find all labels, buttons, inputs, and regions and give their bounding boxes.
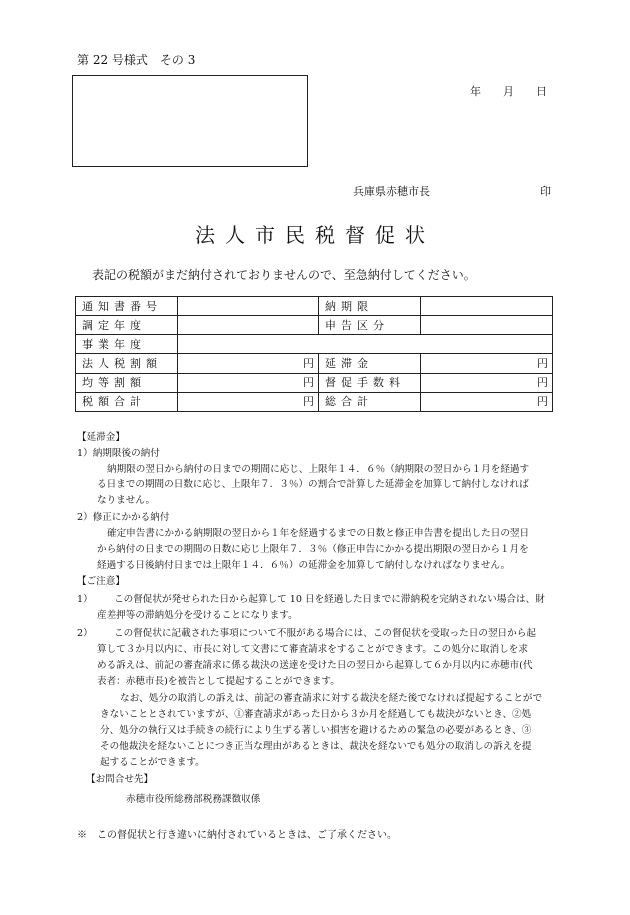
caution-item-2-text: 分、処分の執行又は手続きの続行により生ずる著しい損害を避けるための緊急の必要があるとき、③ xyxy=(100,725,532,736)
dunning-fee-label: 督促手数料 xyxy=(319,373,421,392)
filing-type-label: 申告区分 xyxy=(319,316,421,335)
late-fee-item-1-title: 1）納期限後の納付 xyxy=(77,448,160,459)
table-row xyxy=(76,335,553,354)
issuer-name: 兵庫県赤穂市長 xyxy=(353,185,430,198)
tax-details-table xyxy=(75,296,553,412)
filing-type-value xyxy=(421,316,553,335)
date-line xyxy=(470,83,547,99)
late-fee-item-2-text: から納付の日までの期間の日数に応じ上限年７．３％（修正申告にかかる提出期限の翌日から１月を xyxy=(97,544,529,555)
assessment-year-label: 調定年度 xyxy=(76,316,178,335)
caution-item-1-number: 1） xyxy=(77,594,93,605)
table-row xyxy=(76,297,553,316)
late-fee-amount: 円 xyxy=(421,354,553,373)
caution-item-2-text: なお、処分の取消しの訴えは、前記の審査請求に対する裁決を経た後でなければ提起することがで xyxy=(120,693,543,704)
table-row xyxy=(76,316,553,335)
grand-total-amount: 円 xyxy=(421,392,553,411)
late-fee-item-1-text: る日までの期間の日数に応じ、上限年７．３％）の割合で計算した延滞金を加算して納付しなければ xyxy=(97,479,529,490)
table-row xyxy=(76,373,553,392)
caution-item-2-text: 起することができます。 xyxy=(100,757,205,768)
caution-item-2-text: 表者：赤穂市長)を被告として提起することができます。 xyxy=(97,676,340,687)
caution-item-1-text: この督促状が発せられた日から起算して 10 日を経過した日までに滞納税を完納されない場合は、財 xyxy=(114,594,545,605)
corp-tax-label: 法人税割額 xyxy=(76,354,178,373)
date-day-label: 日 xyxy=(536,85,547,98)
late-fee-item-1-text: なりません。 xyxy=(97,495,156,506)
address-box xyxy=(72,75,308,167)
date-year-label: 年 xyxy=(470,85,481,98)
caution-item-2-text: 算して３か月以内に、市長に対して文書にて審査請求をすることができます。この処分に取消しを求 xyxy=(97,644,528,655)
table-row xyxy=(76,354,553,373)
footer-note: ※ この督促状と行き違いに納付されているときは、ご了承ください。 xyxy=(77,830,397,841)
table-row xyxy=(76,392,553,411)
assessment-year-value xyxy=(178,316,319,335)
seal-mark: 印 xyxy=(540,185,551,198)
business-year-value xyxy=(178,335,553,354)
notes-section xyxy=(0,430,630,830)
caution-item-2-text: この督促状に記載された事項について不服がある場合には、この督促状を受取った日の翌日から起 xyxy=(114,628,536,639)
late-fee-label: 延滞金 xyxy=(319,354,421,373)
business-year-label: 事業年度 xyxy=(76,335,178,354)
dunning-fee-amount: 円 xyxy=(421,373,553,392)
contact-office: 赤穂市役所総務部税務課徴収係 xyxy=(126,794,261,805)
equal-levy-amount: 円 xyxy=(178,373,319,392)
contact-heading: 【お問合せ先】 xyxy=(86,774,154,785)
late-fee-item-1-text: 納期限の翌日から納付の日までの期間に応じ、上限年１４．６％（納期限の翌日から１月を経過す xyxy=(107,464,530,475)
late-fee-heading: 【延滞金】 xyxy=(77,432,125,443)
tax-total-label: 税額合計 xyxy=(76,392,178,411)
grand-total-label: 総合計 xyxy=(319,392,421,411)
late-fee-item-2-text: 確定申告書にかかる納期限の翌日から１年を経過するまでの日数と修正申告書を提出した日の翌日 xyxy=(107,528,530,539)
tax-total-amount: 円 xyxy=(178,392,319,411)
caution-item-2-text: きないこととされていますが、①審査請求があった日から３か月を経過しても裁決がないとき、②処 xyxy=(100,709,532,720)
caution-item-2-text: その他裁決を経ないことにつき正当な理由があるときは、裁決を経ないでも処分の取消しの訴えを提 xyxy=(100,741,532,752)
caution-item-2-number: 2） xyxy=(77,628,93,639)
corp-tax-amount: 円 xyxy=(178,354,319,373)
caution-item-2-text: める訴えは、前記の審査請求に係る裁決の送達を受けた日の翌日から起算して６か月以内に赤穂市(代 xyxy=(97,660,533,671)
caution-heading: 【ご注意】 xyxy=(77,576,125,587)
due-date-value xyxy=(421,297,553,316)
date-month-label: 月 xyxy=(503,85,514,98)
caution-item-1-text: 産差押等の滞納処分を受けることになります。 xyxy=(97,610,298,621)
due-date-label: 納期限 xyxy=(319,297,421,316)
intro-text: 表記の税額がまだ納付されておりませんので、至急納付してください。 xyxy=(92,268,476,282)
late-fee-item-2-title: 2）修正にかかる納付 xyxy=(77,512,170,523)
late-fee-item-2-text: 経過する日後納付日までは上限年１４．６％）の延滞金を加算して納付しなければなりません。 xyxy=(97,560,511,571)
equal-levy-label: 均等割額 xyxy=(76,373,178,392)
notice-number-value xyxy=(178,297,319,316)
form-number: 第 22 号様式 その 3 xyxy=(77,53,196,67)
document-title: 法人市民税督促状 xyxy=(195,223,435,247)
notice-number-label: 通知書番号 xyxy=(76,297,178,316)
